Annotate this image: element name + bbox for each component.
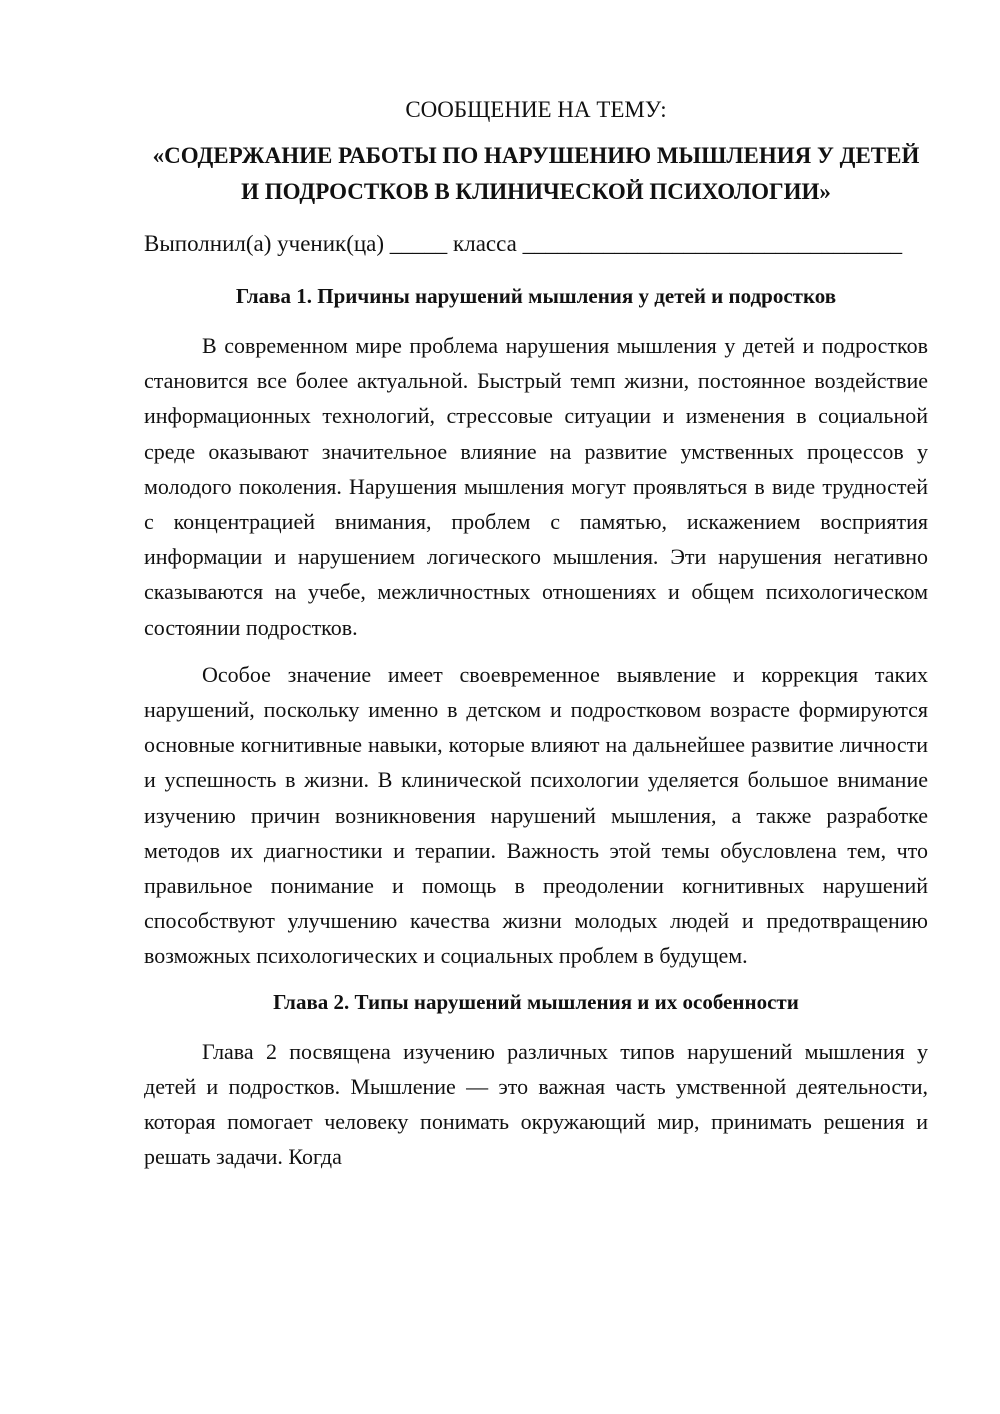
- chapter-1-paragraph-2: Особое значение имеет своевременное выявление и коррекция таких нарушений, поскольку именно в детском и подростковом возрасте формируются основные когнитивные навыки, которые влияют на дальнейшее развитие личности и успешность в жизни. В клинической психологии уделяется большое внимание изучению причин возникновения нарушений мышления, а также разработке методов их диагностики и терапии. Важность этой темы обусловлена тем, что правильное понимание и помощь в преодолении когнитивных нарушений способствуют улучшению качества жизни молодых людей и предотвращению возможных психологических и социальных проблем в будущем.: [144, 661, 928, 969]
- chapter-1-paragraph-1: В современном мире проблема нарушения мышления у детей и подростков становится все более актуальной. Быстрый темп жизни, постоянное воздействие информационных технологий, стрессовые ситуации и изменения в социальной среде оказывают значительное влияние на развитие умственных процессов у молодого поколения. Нарушения мышления могут проявляться в виде трудностей с концентрацией внимания, проблем с памятью, искажением восприятия информации и нарушением логического мышления. Эти нарушения негативно сказываются на учебе, межличностных отношениях и общем психологическом состоянии подростков.: [144, 333, 928, 640]
- chapter-1-heading: Глава 1. Причины нарушений мышления у детей и подростков: [235, 284, 837, 308]
- document-header: СООБЩЕНИЕ НА ТЕМУ:: [405, 97, 667, 122]
- document-title: «СОДЕРЖАНИЕ РАБОТЫ ПО НАРУШЕНИЮ МЫШЛЕНИЯ У ДЕТЕЙ И ПОДРОСТКОВ В КЛИНИЧЕСКОЙ ПСИХОЛОГИИ»: [152, 143, 920, 204]
- chapter-2-heading: Глава 2. Типы нарушений мышления и их особенности: [273, 989, 799, 1014]
- chapter-2-paragraph-1: Глава 2 посвящена изучению различных типов нарушений мышления у детей и подростков. Мышление — это важная часть умственной деятельности, которая помогает человеку понимать окружающий мир, принимать решения и решать задачи. Когда: [144, 1038, 928, 1170]
- author-line: Выполнил(а) ученик(ца) _____ класса _________________________________: [144, 231, 903, 256]
